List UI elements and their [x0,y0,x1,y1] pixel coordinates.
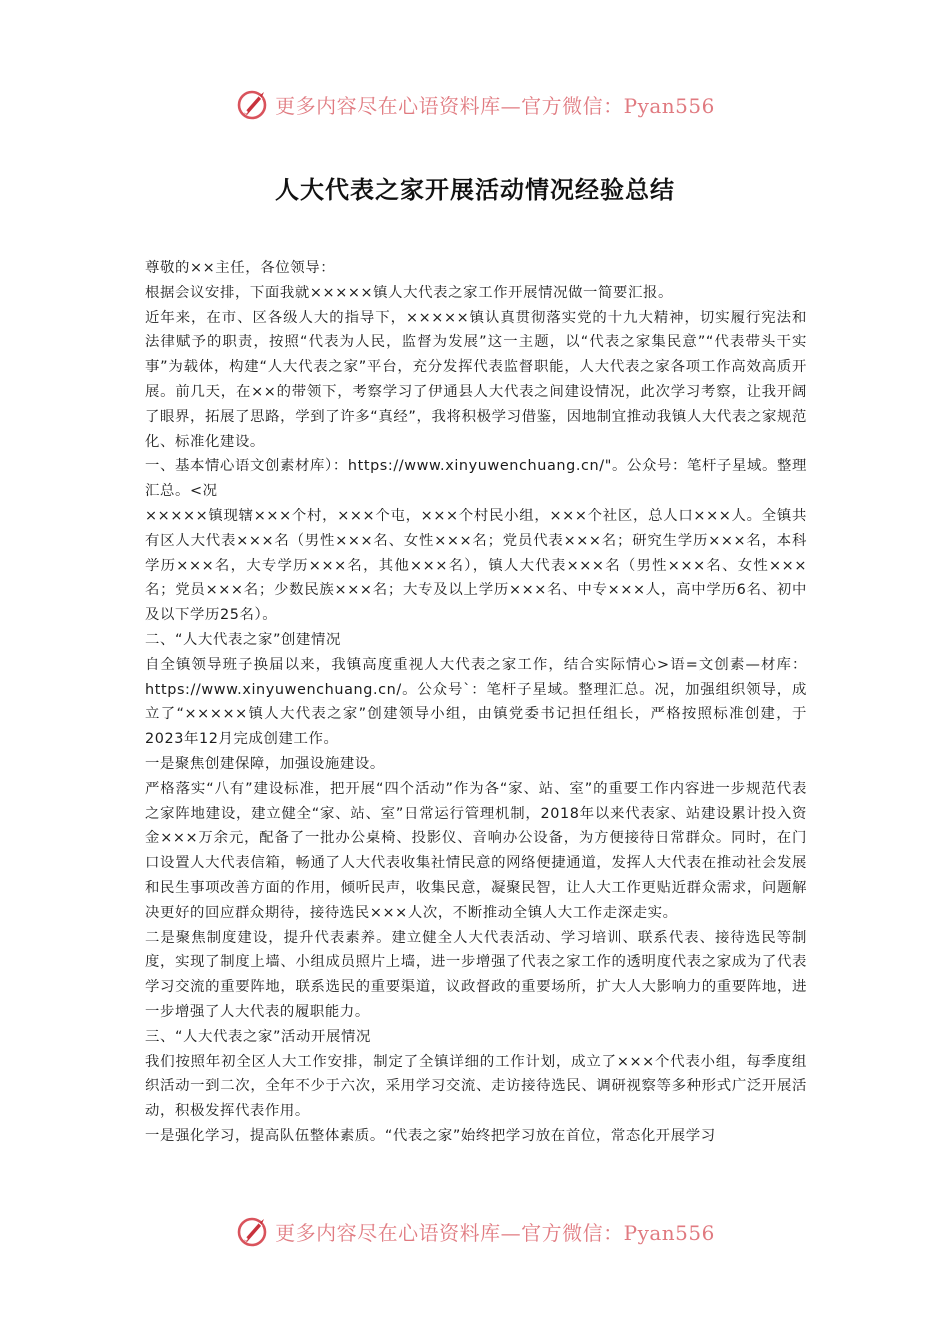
paragraph-creation: 自全镇领导班子换届以来，我镇高度重视人大代表之家工作，结合实际情心>语=文创素—材库：https://www.xinyuwenchuang.cn/。公众号`：笔杆子星域。整理汇总。况，加强组织领导，成立了“×××××镇人大代表之家”创建领导小组，由镇党委书记担任组长，严格按照标准创建，于2023年12月完成创建工作。 [145,656,807,748]
paragraph-activities: 我们按照年初全区人大工作安排，制定了全镇详细的工作计划，成立了×××个代表小组，每季度组织活动一到二次，全年不少于六次，采用学习交流、走访接待选民、调研视察等多种形式广泛开展活动，积极发挥代表作用。 [145,1053,807,1120]
paragraph-system-building: 二是聚焦制度建设，提升代表素养。建立健全人大代表活动、学习培训、联系代表、接待选民等制度，实现了制度上墙、小组成员照片上墙，进一步增强了代表之家工作的透明度代表之家成为了代表学习交流的重要阵地，联系选民的重要渠道，议政督政的重要场所，扩大人大影响力的重要阵地，进一步增强了人大代表的履职能力。 [145,929,807,1020]
section-heading-2: 二、“人大代表之家”创建情况 [145,631,341,648]
paragraph-salutation: 尊敬的××主任，各位领导： [145,260,336,276]
section-heading-1: 一、基本情心语文创素材库）：https://www.xinyuwenchuang.cn/"。公众号：笔杆子星域。整理汇总。<况 [145,458,807,500]
paragraph-study: 一是强化学习，提高队伍整体素质。“代表之家”始终把学习放在首位，常态化开展学习 [145,1127,716,1144]
pen-nib-logo-icon [235,1213,271,1249]
paragraph-basic-info: ×××××镇现辖×××个村，×××个屯，×××个村民小组，×××个社区，总人口×××人。全镇共有区人大代表×××名（男性×××名、女性×××名；党员代表×××名；研究生学历×××名，本科学历×××名，大专学历×××名，其他×××名），镇人大代表×××名（男性×××名、女性×××名；党员×××名；少数民族×××名；大专及以上学历×××名、中专×××人，高中学历6名、初中及以下学历25名）。 [145,507,807,624]
header-banner [0,84,950,124]
paragraph-intro: 根据会议安排，下面我就×××××镇人大代表之家工作开展情况做一简要汇报。 [145,284,674,301]
pen-nib-logo-icon [235,86,271,122]
section-heading-3: 三、“人大代表之家”活动开展情况 [145,1028,371,1045]
header-banner-inner [235,86,715,122]
footer-banner [0,1211,950,1251]
footer-banner-text: 更多内容尽在心语资料库—官方微信：Pyan556 [275,1220,715,1245]
header-banner-text: 更多内容尽在心语资料库—官方微信：Pyan556 [275,93,715,118]
paragraph-background: 近年来，在市、区各级人大的指导下，×××××镇认真贯彻落实党的十九大精神，切实履行宪法和法律赋予的职责，按照“代表为人民，监督为发展”这一主题，以“代表之家集民意”“代表带头干实事”为载体，构建“人大代表之家”平台，充分发挥代表监督职能，人大代表之家各项工作高效高质开展。前几天，在××的带领下，考察学习了伊通县人大代表之间建设情况，此次学习考察，让我开阔了眼界，拓展了思路，学到了许多“真经”，我将积极学习借鉴，因地制宜推动我镇人大代表之家规范化、标准化建设。 [145,309,807,450]
footer-banner-inner [235,1213,715,1249]
document-body [145,256,807,1149]
subheading-facilities: 一是聚焦创建保障，加强设施建设。 [145,755,385,772]
paragraph-facilities: 严格落实“八有”建设标准，把开展“四个活动”作为各“家、站、室”的重要工作内容进一步规范代表之家阵地建设，建立健全“家、站、室”日常运行管理机制，2018年以来代表家、站建设累计投入资金×××万余元，配备了一批办公桌椅、投影仪、音响办公设备，为方便接待日常群众。同时，在门口设置人大代表信箱，畅通了人大代表收集社情民意的网络便捷通道，发挥人大代表在推动社会发展和民生事项改善方面的作用，倾听民声，收集民意，凝聚民智，让人大工作更贴近群众需求，问题解决更好的回应群众期待，接待选民×××人次，不断推动全镇人大工作走深走实。 [145,780,807,921]
document-title: 人大代表之家开展活动情况经验总结 [275,175,675,204]
